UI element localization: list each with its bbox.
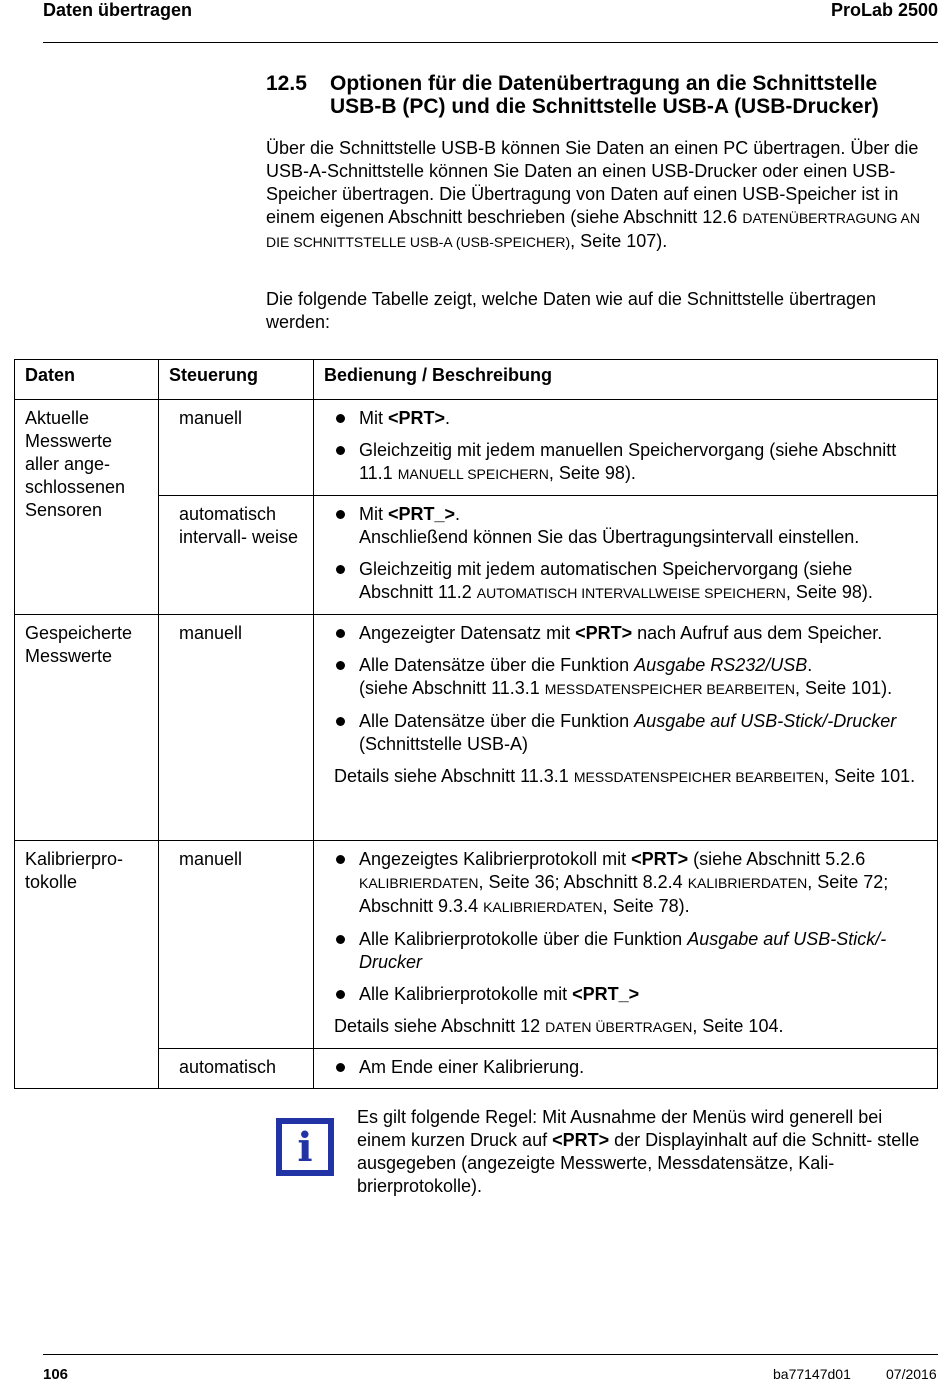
section-heading: Optionen für die Datenübertragung an die Schnittstelle USB-B (PC) und die Schnittstelle USB-A (USB-Drucker)	[330, 72, 879, 118]
list-item: Angezeigter Datensatz mit <PRT> nach Aufruf aus dem Speicher.	[334, 622, 927, 645]
data-cell: Aktuelle Messwerte aller ange- schlossenen Sensoren	[15, 400, 159, 615]
list-item: Alle Datensätze über die Funktion Ausgabe auf USB-Stick/-Drucker (Schnittstelle USB-A)	[334, 710, 927, 756]
column-header-bedienung: Bedienung / Beschreibung	[314, 360, 938, 400]
page-number: 106	[43, 1366, 69, 1383]
running-header-left: Daten übertragen	[43, 0, 193, 20]
table-row	[15, 615, 938, 841]
description-cell	[314, 841, 938, 1049]
cross-reference: DATENÜBERTRAGUNG AN DIE SCHNITTSTELLE USB-A (USB-SPEICHER)	[266, 210, 920, 250]
list-item: Alle Kalibrierprotokolle mit <PRT_>	[334, 983, 927, 1006]
footer-rule	[43, 1354, 938, 1355]
list-item: Mit <PRT>.	[334, 407, 927, 430]
table-header-row	[15, 360, 938, 400]
control-cell: manuell	[159, 841, 314, 1049]
table-intro-paragraph: Die folgende Tabelle zeigt, welche Daten wie auf die Schnittstelle übertragen werden:	[266, 289, 877, 332]
list-item: Am Ende einer Kalibrierung.	[334, 1056, 927, 1079]
section-title	[266, 72, 926, 118]
document-date: 07/2016	[886, 1366, 937, 1382]
data-cell: Kalibrierpro- tokolle	[15, 841, 159, 1089]
description-cell	[314, 496, 938, 615]
header-rule	[43, 42, 938, 43]
control-cell: manuell	[159, 400, 314, 496]
intro-text-end: , Seite 107).	[570, 231, 668, 251]
list-item: Angezeigtes Kalibrierprotokoll mit <PRT> (siehe Abschnitt 5.2.6 KALIBRIERDATEN, Seite 36; Abschnitt 8.2.4 KALIBRIERDATEN, Seite 72; Abschnitt 9.3.4 KALIBRIERDATEN, Seite 78).	[334, 848, 927, 919]
info-note: Es gilt folgende Regel: Mit Ausnahme der Menüs wird generell bei einem kurzen Druck auf <PRT> der Displayinhalt auf die Schnitt- stelle ausgegeben (angezeigte Messwerte, Messdatensätze, Kali- brierprotokolle).	[357, 1107, 920, 1196]
column-header-steuerung: Steuerung	[159, 360, 314, 400]
list-item: Mit <PRT_>. Anschließend können Sie das Übertragungsintervall einstellen.	[334, 503, 927, 549]
column-header-daten: Daten	[15, 360, 159, 400]
list-item: Alle Kalibrierprotokolle über die Funktion Ausgabe auf USB-Stick/-Drucker	[334, 928, 927, 974]
description-cell	[314, 1049, 938, 1089]
table-row	[15, 841, 938, 1049]
list-item: Gleichzeitig mit jedem automatischen Speichervorgang (siehe Abschnitt 11.2 AUTOMATISCH INTERVALLWEISE SPEICHERN, Seite 98).	[334, 558, 927, 605]
control-cell: automatisch intervall- weise	[159, 496, 314, 615]
data-cell: Gespeicherte Messwerte	[15, 615, 159, 841]
details-line: Details siehe Abschnitt 12 DATEN ÜBERTRAGEN, Seite 104.	[334, 1016, 784, 1036]
list-item: Gleichzeitig mit jedem manuellen Speichervorgang (siehe Abschnitt 11.1 MANUELL SPEICHERN, Seite 98).	[334, 439, 927, 486]
document-id: ba77147d01	[773, 1366, 851, 1382]
data-transfer-table	[14, 359, 938, 1089]
info-icon: i	[276, 1118, 334, 1176]
control-cell: manuell	[159, 615, 314, 841]
section-number: 12.5	[266, 72, 307, 95]
description-cell	[314, 615, 938, 841]
running-header-right: ProLab 2500	[830, 0, 938, 20]
details-line: Details siehe Abschnitt 11.3.1 MESSDATENSPEICHER BEARBEITEN, Seite 101.	[334, 766, 916, 786]
description-cell	[314, 400, 938, 496]
intro-paragraph	[266, 137, 936, 254]
table-row	[15, 400, 938, 496]
intro-text: Über die Schnittstelle USB-B können Sie Daten an einen PC übertragen. Über die USB-A-Schnittstelle können Sie Daten an einen USB-Drucker oder einen USB-Speicher übertragen. Die Übertragung von Daten auf einen USB-Speicher ist in einem eigenen Abschnitt beschrieben (siehe Abschnitt 12.6	[266, 138, 919, 227]
control-cell: automatisch	[159, 1049, 314, 1089]
list-item: Alle Datensätze über die Funktion Ausgabe RS232/USB. (siehe Abschnitt 11.3.1 MESSDATENSPEICHER BEARBEITEN, Seite 101).	[334, 654, 927, 701]
